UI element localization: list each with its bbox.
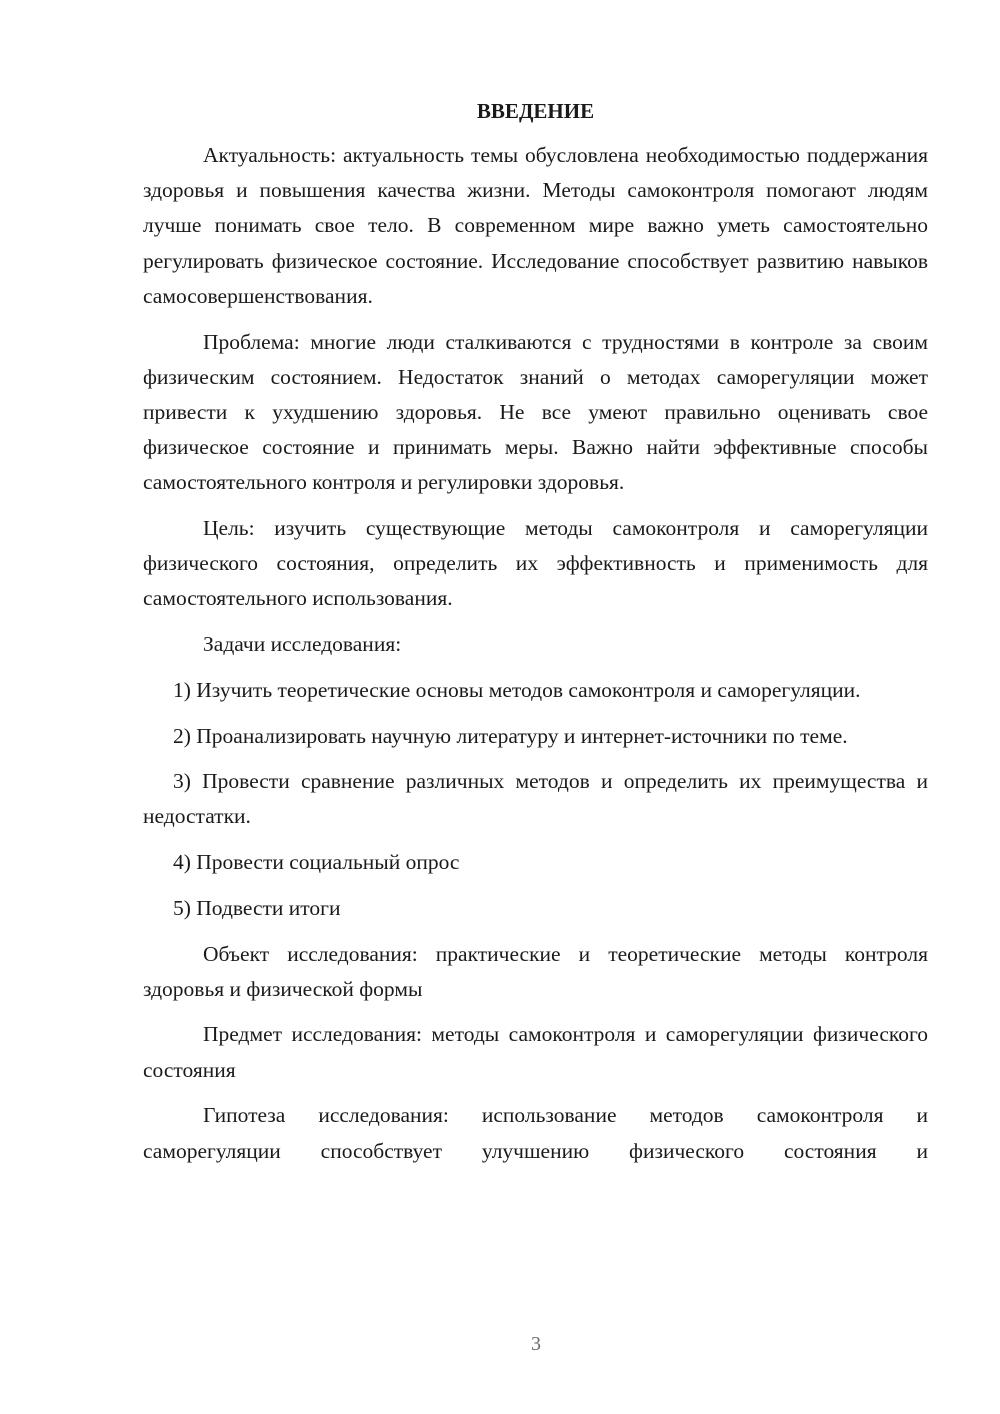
problem-paragraph: Проблема: многие люди сталкиваются с трудностями в контроле за своим физическим состоянием. Недостаток знаний о методах саморегуляции может привести к ухудшению здоровья. Не все умеют правильно оценивать свое физическое состояние и принимать меры. Важно найти эффективные способы самостоятельного контроля и регулировки здоровья. bbox=[143, 329, 928, 495]
relevance-paragraph: Актуальность: актуальность темы обусловлена необходимостью поддержания здоровья и повышения качества жизни. Методы самоконтроля помогают людям лучше понимать свое тело. В современном мире важно уметь самостоятельно регулировать физическое состояние. Исследование способствует развитию навыков самосовершенствования. bbox=[143, 143, 928, 308]
page-number: 3 bbox=[531, 1333, 541, 1355]
task-item-1: 1) Изучить теоретические основы методов самоконтроля и саморегуляции. bbox=[173, 677, 861, 702]
task-item-3: 3) Провести сравнение различных методов и определить их преимущества и недостатки. bbox=[143, 769, 928, 829]
tasks-heading: Задачи исследования: bbox=[203, 632, 402, 657]
object-paragraph: Объект исследования: практические и теоретические методы контроля здоровья и физической формы bbox=[143, 941, 928, 1001]
goal-paragraph: Цель: изучить существующие методы самоконтроля и саморегуляции физического состояния, определить их эффективность и применимость для самостоятельного использования. bbox=[143, 516, 928, 611]
task-item-5: 5) Подвести итоги bbox=[173, 895, 341, 920]
task-item-2: 2) Проанализировать научную литературу и интернет-источники по теме. bbox=[173, 723, 848, 748]
subject-paragraph: Предмет исследования: методы самоконтроля и саморегуляции физического состояния bbox=[143, 1022, 928, 1082]
hypothesis-paragraph: Гипотеза исследования: использование методов самоконтроля и саморегуляции способствует улучшению физического состояния и bbox=[143, 1103, 928, 1163]
task-item-4: 4) Провести социальный опрос bbox=[173, 850, 460, 875]
document-page bbox=[143, 94, 928, 1169]
section-heading: ВВЕДЕНИЕ bbox=[476, 99, 595, 123]
